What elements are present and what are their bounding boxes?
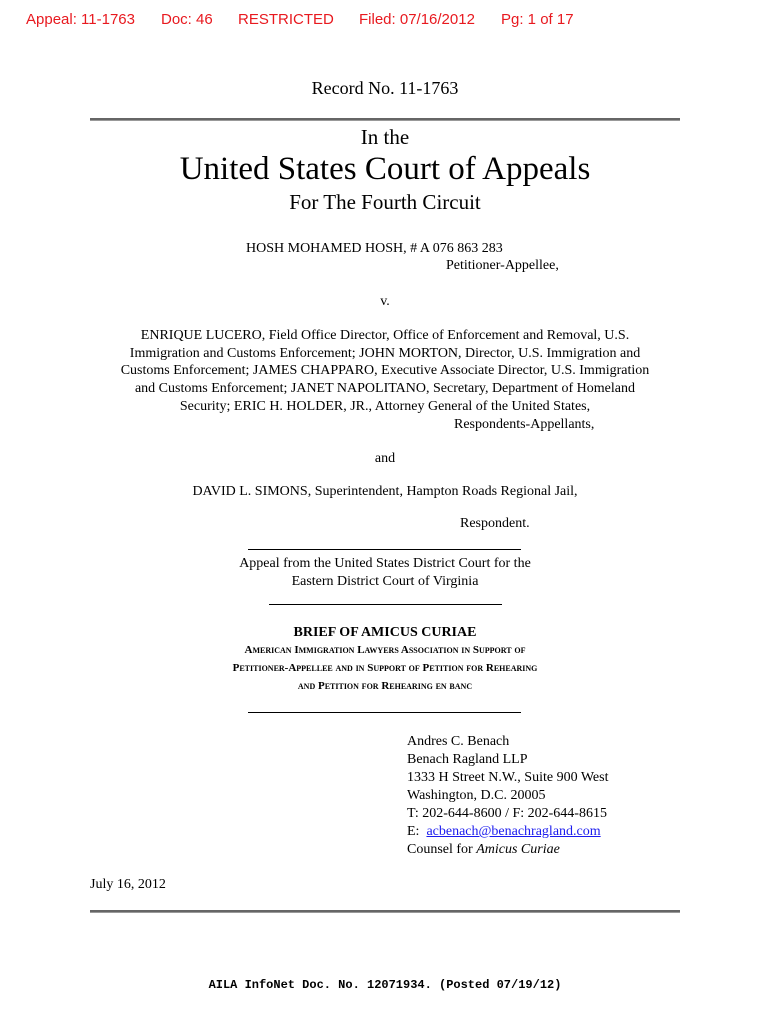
counsel-role-prefix: Counsel for xyxy=(407,842,477,857)
brief-subtitle-line2: Petitioner-Appellee and in Support of Petition for Rehearing xyxy=(232,662,538,674)
footer-note: AILA InfoNet Doc. No. 12071934. (Posted 07/19/12) xyxy=(208,978,562,992)
appeal-from-line2: Eastern District Court of Virginia xyxy=(291,574,479,589)
stamp-filed-date: Filed: 07/16/2012 xyxy=(359,11,475,28)
brief-title: BRIEF OF AMICUS CURIAE xyxy=(293,625,477,640)
divider-line xyxy=(248,712,521,713)
top-divider xyxy=(90,118,680,121)
brief-subtitle-line1: American Immigration Lawyers Association in Support of xyxy=(244,644,526,656)
brief-subtitle-line3: and Petition for Rehearing en banc xyxy=(297,680,473,692)
counsel-email-link[interactable]: acbenach@benachragland.com xyxy=(426,824,601,839)
respondents-line: Immigration and Customs Enforcement; JOHN MORTON, Director, U.S. Immigration and xyxy=(129,346,641,361)
record-number: Record No. 11-1763 xyxy=(311,78,459,98)
circuit-name: For The Fourth Circuit xyxy=(289,190,481,214)
in-the-label: In the xyxy=(360,125,410,149)
respondent2-name: DAVID L. SIMONS, Superintendent, Hampton Roads Regional Jail, xyxy=(192,484,578,499)
counsel-email-prefix: E: xyxy=(407,824,427,839)
stamp-page-count: Pg: 1 of 17 xyxy=(501,11,574,28)
bottom-divider xyxy=(90,910,680,913)
counsel-role-row xyxy=(407,841,560,859)
petitioner-role: Petitioner-Appellee, xyxy=(446,258,559,273)
counsel-name: Andres C. Benach xyxy=(407,734,510,749)
petitioner-name: HOSH MOHAMED HOSH, # A 076 863 283 xyxy=(246,241,503,256)
counsel-city: Washington, D.C. 20005 xyxy=(407,788,546,803)
divider-line xyxy=(248,549,521,550)
respondents-line: Customs Enforcement; JAMES CHAPPARO, Executive Associate Director, U.S. Immigration xyxy=(120,363,650,378)
versus: v. xyxy=(380,294,390,309)
and-label: and xyxy=(374,451,396,466)
stamp-doc-number: Doc: 46 xyxy=(161,11,213,28)
respondents-line: ENRIQUE LUCERO, Field Office Director, Office of Enforcement and Removal, U.S. xyxy=(140,328,630,343)
divider-line xyxy=(269,604,502,605)
counsel-street: 1333 H Street N.W., Suite 900 West xyxy=(407,770,609,785)
stamp-restricted: RESTRICTED xyxy=(238,11,334,28)
counsel-phone: T: 202-644-8600 / F: 202-644-8615 xyxy=(407,806,607,821)
counsel-role-italic: Amicus Curiae xyxy=(476,842,560,857)
appeal-from-line1: Appeal from the United States District Court for the xyxy=(239,556,531,571)
counsel-email-row xyxy=(407,823,601,841)
court-title: United States Court of Appeals xyxy=(179,151,591,187)
respondent2-role: Respondent. xyxy=(460,516,530,531)
respondents-role: Respondents-Appellants, xyxy=(454,417,595,432)
counsel-firm: Benach Ragland LLP xyxy=(407,752,528,767)
respondents-line: and Customs Enforcement; JANET NAPOLITANO, Secretary, Department of Homeland xyxy=(134,381,636,396)
respondents-line: Security; ERIC H. HOLDER, JR., Attorney General of the United States, xyxy=(179,399,591,414)
filing-date: July 16, 2012 xyxy=(90,877,166,892)
stamp-appeal-number: Appeal: 11-1763 xyxy=(26,11,135,28)
